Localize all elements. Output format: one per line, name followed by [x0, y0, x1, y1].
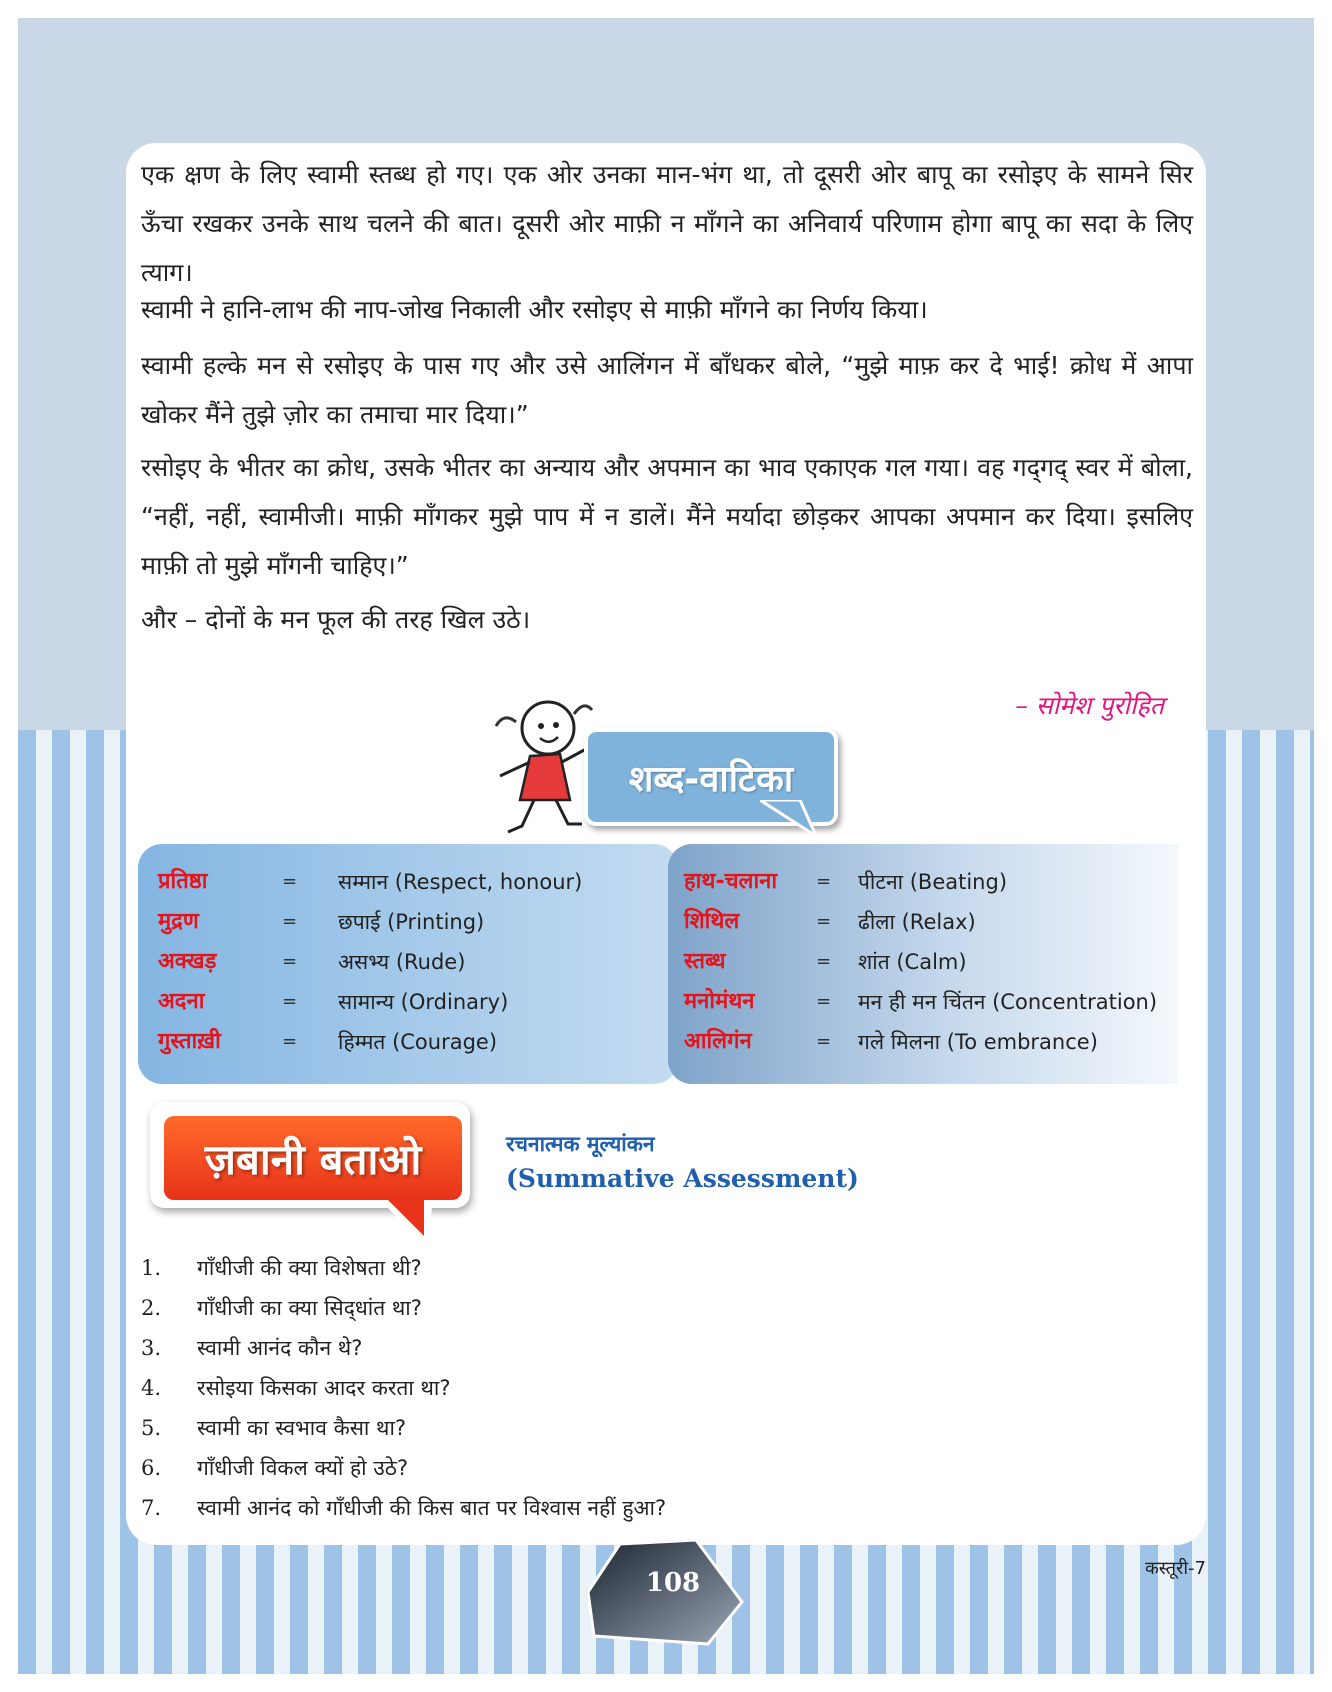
- speech-tail-icon: [760, 800, 820, 838]
- vocab-meaning: शांत (Calm): [858, 950, 967, 974]
- story-paragraph-3: स्वामी हल्के मन से रसोइए के पास गए और उसे आलिंगन में बाँधकर बोले, “मुझे माफ़ कर दे भाई! क्रोध में आपा खोकर मैंने तुझे ज़ोर का तमाचा मार दिया।”: [141, 351, 1193, 429]
- vocab-meaning: पीटना (Beating): [858, 870, 1008, 894]
- question-text: रसोइया किसका आदर करता था?: [197, 1376, 451, 1400]
- question-number: 1.: [141, 1256, 162, 1280]
- vocab-equals: =: [816, 991, 832, 1012]
- page-number: 108: [645, 1568, 701, 1598]
- vocab-meaning: हिम्मत (Courage): [338, 1030, 498, 1054]
- vocab-term: प्रतिष्ठा: [158, 869, 208, 894]
- vocab-term: आलिगंन: [684, 1029, 752, 1054]
- vocab-equals: =: [816, 951, 832, 972]
- story-paragraph-1: एक क्षण के लिए स्वामी स्तब्ध हो गए। एक ओर उनका मान-भंग था, तो दूसरी ओर बापू का रसोइए के सामने सिर ऊँचा रखकर उनके साथ चलने की बात। दूसरी ओर माफ़ी न माँगने का अनिवार्य परिणाम होगा बापू का सदा के लिए त्याग।: [141, 160, 1193, 287]
- vocab-row: [668, 902, 1178, 942]
- vocab-meaning: सामान्य (Ordinary): [338, 990, 509, 1014]
- vocab-row: [668, 942, 1178, 982]
- vocab-equals: =: [816, 871, 832, 892]
- vocab-term: हाथ-चलाना: [684, 869, 778, 894]
- question-text: स्वामी आनंद को गाँधीजी की किस बात पर विश्वास नहीं हुआ?: [197, 1496, 667, 1520]
- vocabulary-panel-left: [138, 844, 678, 1084]
- assessment-title-english: (Summative Assessment): [506, 1164, 859, 1193]
- vocab-row: [668, 862, 1178, 902]
- vocab-meaning: असभ्य (Rude): [338, 950, 466, 974]
- question-text: गाँधीजी की क्या विशेषता थी?: [197, 1256, 422, 1280]
- vocab-meaning: छपाई (Printing): [338, 910, 485, 934]
- vocab-row: [668, 1022, 1178, 1062]
- vocab-equals: =: [282, 1031, 298, 1052]
- vocab-term: शिथिल: [684, 909, 740, 934]
- vocab-meaning: सम्मान (Respect, honour): [338, 870, 583, 894]
- question-text: गाँधीजी का क्या सिद्‌धांत था?: [197, 1296, 422, 1320]
- vocab-term: मुद्रण: [158, 909, 199, 934]
- question-number: 7.: [141, 1496, 162, 1520]
- vocab-meaning: ढीला (Relax): [858, 910, 976, 934]
- vocab-row: [138, 942, 678, 982]
- question-number: 3.: [141, 1336, 162, 1360]
- question-text: गाँधीजी विकल क्यों हो उठे?: [197, 1456, 409, 1480]
- assessment-title-hindi: रचनात्मक मूल्यांकन: [506, 1132, 655, 1156]
- oral-heading: ज़बानी बताओ: [204, 1134, 422, 1184]
- vocab-row: [138, 902, 678, 942]
- vocab-equals: =: [816, 1031, 832, 1052]
- vocab-term: अदना: [158, 989, 205, 1014]
- speech-tail-icon: [380, 1200, 436, 1252]
- book-title: कस्तूरी-7: [1144, 1558, 1206, 1579]
- vocab-term: गुस्ताख़ी: [158, 1029, 221, 1054]
- vocab-term: मनोमंथन: [684, 989, 755, 1014]
- question-number: 2.: [141, 1296, 162, 1320]
- oral-heading-banner: [164, 1116, 462, 1200]
- story-paragraph-4: रसोइए के भीतर का क्रोध, उसके भीतर का अन्याय और अपमान का भाव एकाएक गल गया। वह गद्‌गद् स्वर में बोला, “नहीं, नहीं, स्वामीजी। माफ़ी माँगकर मुझे पाप में न डालें। मैंने मर्यादा छोड़कर आपका अपमान कर दिया। इसलिए माफ़ी तो मुझे माँगनी चाहिए।”: [141, 453, 1193, 580]
- question-number: 5.: [141, 1416, 162, 1440]
- question-text: स्वामी आनंद कौन थे?: [197, 1336, 363, 1360]
- vocab-equals: =: [282, 991, 298, 1012]
- vocab-term: अक्खड़: [158, 949, 217, 974]
- vocab-equals: =: [282, 871, 298, 892]
- question-number: 4.: [141, 1376, 162, 1400]
- vocab-equals: =: [282, 911, 298, 932]
- vocab-meaning: मन ही मन चिंतन (Concentration): [858, 990, 1158, 1014]
- vocabulary-heading: शब्द-वाटिका: [628, 758, 794, 800]
- vocab-row: [138, 982, 678, 1022]
- vocab-term: स्तब्ध: [684, 949, 726, 974]
- story-paragraph-2: स्वामी ने हानि-लाभ की नाप-जोख निकाली और रसोइए से माफ़ी माँगने का निर्णय किया।: [141, 295, 928, 324]
- question-text: स्वामी का स्वभाव कैसा था?: [197, 1416, 407, 1440]
- vocab-row: [668, 982, 1178, 1022]
- vocab-row: [138, 1022, 678, 1062]
- vocab-meaning: गले मिलना (To embrance): [858, 1030, 1098, 1054]
- author-credit: – सोमेश पुरोहित: [1015, 691, 1164, 720]
- story-paragraph-5: और – दोनों के मन फूल की तरह खिल उठे।: [141, 605, 531, 634]
- vocabulary-panel-right: [668, 844, 1178, 1084]
- question-number: 6.: [141, 1456, 162, 1480]
- vocab-equals: =: [816, 911, 832, 932]
- vocab-equals: =: [282, 951, 298, 972]
- vocab-row: [138, 862, 678, 902]
